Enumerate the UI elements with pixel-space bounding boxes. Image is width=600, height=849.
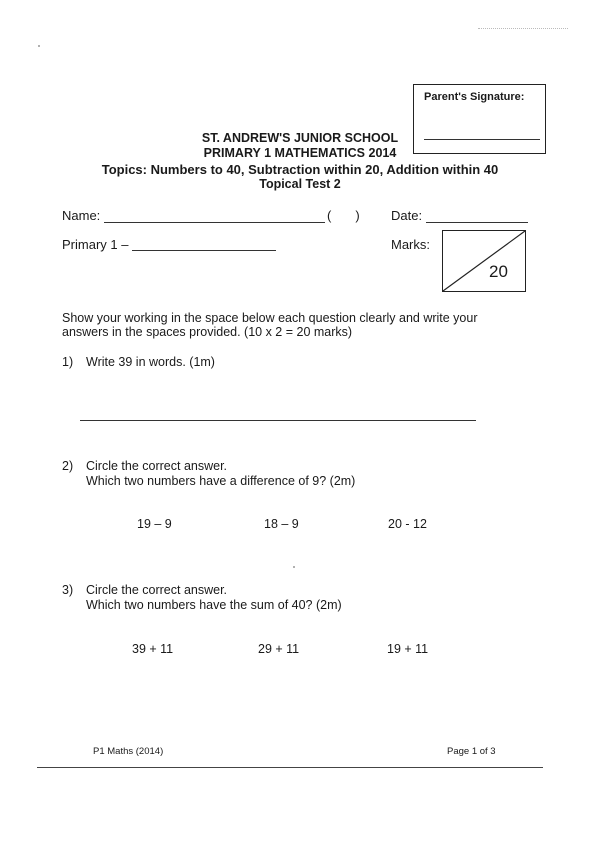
marks-total: 20 bbox=[489, 262, 508, 281]
test-title: Topical Test 2 bbox=[259, 177, 341, 191]
subject-title: PRIMARY 1 MATHEMATICS 2014 bbox=[203, 146, 397, 160]
class-field[interactable] bbox=[132, 250, 276, 251]
name-field[interactable] bbox=[104, 222, 325, 223]
topics-line: Topics: Numbers to 40, Subtraction within 20, Addition within 40 bbox=[101, 162, 499, 177]
date-field[interactable] bbox=[426, 222, 528, 223]
footer-divider bbox=[37, 767, 543, 768]
question-3-option[interactable]: 19 + 11 bbox=[387, 642, 429, 656]
name-label: Name: bbox=[62, 208, 101, 223]
parent-signature-label: Parent's Signature: bbox=[424, 91, 525, 103]
class-label: Primary 1 – bbox=[62, 237, 129, 252]
question-2-instruction: Circle the correct answer. bbox=[86, 459, 228, 473]
question-1-text: Write 39 in words. (1m) bbox=[86, 355, 215, 369]
marks-diagonal-line bbox=[442, 230, 526, 292]
date-label: Date: bbox=[391, 208, 423, 223]
paren-close: ) bbox=[355, 208, 360, 223]
marks-label: Marks: bbox=[391, 237, 430, 252]
scan-mark bbox=[478, 28, 568, 29]
question-2-option[interactable]: 18 – 9 bbox=[264, 517, 299, 531]
scan-speck bbox=[293, 566, 295, 568]
question-1-answer-line[interactable] bbox=[80, 420, 476, 421]
instructions-line-1: Show your working in the space below each question clearly and write your bbox=[62, 311, 478, 325]
footer-page-number: Page 1 of 3 bbox=[447, 746, 496, 757]
scan-speck bbox=[38, 45, 40, 47]
question-2-number: 2) bbox=[62, 459, 74, 473]
question-3-instruction: Circle the correct answer. bbox=[86, 583, 228, 597]
question-1-number: 1) bbox=[62, 355, 74, 369]
instructions-line-2: answers in the spaces provided. (10 x 2 = 20 marks) bbox=[62, 325, 353, 339]
question-2-text: Which two numbers have a difference of 9? (2m) bbox=[86, 474, 356, 488]
paren-open: ( bbox=[327, 208, 332, 223]
question-3-option[interactable]: 29 + 11 bbox=[258, 642, 300, 656]
question-3-text: Which two numbers have the sum of 40? (2m) bbox=[86, 598, 342, 612]
register-number-field[interactable] bbox=[327, 208, 360, 223]
question-3-option[interactable]: 39 + 11 bbox=[132, 642, 174, 656]
school-name: ST. ANDREW'S JUNIOR SCHOOL bbox=[201, 131, 399, 145]
question-2-option[interactable]: 19 – 9 bbox=[137, 517, 172, 531]
question-3-number: 3) bbox=[62, 583, 74, 597]
footer-subject: P1 Maths (2014) bbox=[93, 746, 164, 757]
question-2-option[interactable]: 20 - 12 bbox=[388, 517, 427, 531]
